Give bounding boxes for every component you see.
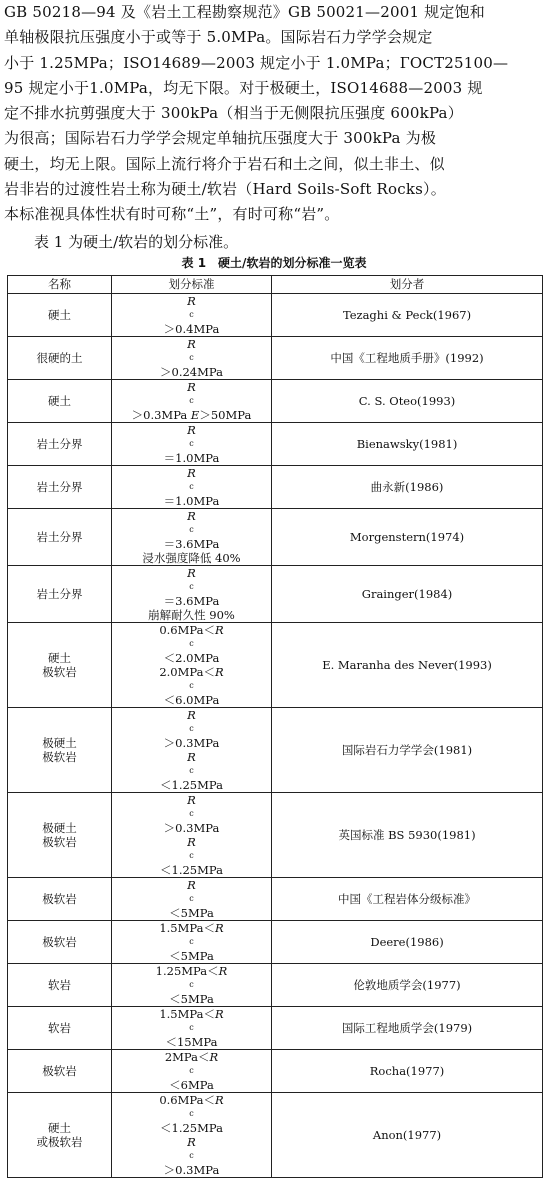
table-row [8, 465, 543, 508]
table-header-row [8, 275, 543, 293]
cell-name [8, 336, 112, 379]
cell-criteria [111, 565, 271, 622]
cell-criteria [111, 963, 271, 1006]
table-row [8, 1049, 543, 1092]
cell-name [8, 920, 112, 963]
cell-name-line: 硬土 [47, 650, 71, 665]
cell-author: 国际工程地质学会(1979) [272, 1006, 543, 1049]
cell-name-line: 软岩 [47, 1020, 71, 1035]
table-row [8, 293, 543, 336]
cell-name-line: 硬土 [47, 393, 71, 408]
table-row [8, 565, 543, 622]
header-criteria: 划分标准 [111, 275, 271, 293]
cell-criteria-line: 2.0MPa＜R c ＜6.0MPa [159, 664, 224, 707]
cell-name-line: 岩土分界 [36, 529, 83, 544]
paragraph-line: 95 规定小于1.0MPa，均无下限。对于极硬土，ISO14688—2003 规 [4, 78, 483, 97]
table-caption: 表 1 硬土/软岩的划分标准一览表 [181, 255, 367, 270]
paragraph-line: 单轴极限抗压强度小于或等于 5.0MPa。国际岩石力学学会规定 [4, 28, 433, 47]
table-row [8, 963, 543, 1006]
cell-name [8, 622, 112, 707]
cell-criteria-line: R c ＝1.0MPa [163, 422, 220, 465]
classification-table [7, 275, 543, 1178]
cell-author: 伦敦地质学会(1977) [272, 963, 543, 1006]
cell-author: Rocha(1977) [272, 1049, 543, 1092]
cell-name [8, 1049, 112, 1092]
cell-author: Anon(1977) [272, 1092, 543, 1177]
cell-criteria-line: R c ＞0.3MPa [163, 707, 220, 750]
cell-author: Deere(1986) [272, 920, 543, 963]
cell-name [8, 1006, 112, 1049]
cell-name-line: 极硬土 [42, 735, 77, 750]
cell-criteria-line: 2MPa＜R c ＜6MPa [164, 1049, 219, 1092]
cell-name-line: 极硬土 [42, 820, 77, 835]
table-row [8, 422, 543, 465]
cell-name [8, 379, 112, 422]
cell-criteria-line: R c ＜5MPa [169, 877, 214, 920]
cell-author: Morgenstern(1974) [272, 508, 543, 565]
cell-author: 中国《工程地质手册》(1992) [272, 336, 543, 379]
cell-name-line: 极软岩 [42, 1063, 77, 1078]
cell-criteria-line: 1.25MPa＜R c ＜5MPa [155, 963, 228, 1006]
cell-name-line: 硬土 [47, 1120, 71, 1135]
cell-criteria-line: 崩解耐久性 90% [148, 607, 235, 622]
cell-author: 国际岩石力学学会(1981) [272, 707, 543, 792]
cell-author: Grainger(1984) [272, 565, 543, 622]
cell-name-line: 岩土分界 [36, 479, 83, 494]
cell-criteria [111, 1049, 271, 1092]
cell-name-line: 很硬的土 [36, 350, 83, 365]
cell-criteria-line: R c ＝3.6MPa [163, 565, 220, 608]
cell-criteria [111, 707, 271, 792]
cell-criteria [111, 336, 271, 379]
body-paragraph [4, 0, 544, 228]
cell-criteria [111, 465, 271, 508]
table-row [8, 877, 543, 920]
cell-author: 英国标准 BS 5930(1981) [272, 792, 543, 877]
cell-criteria [111, 422, 271, 465]
cell-criteria-line: 0.6MPa＜R c ＜2.0MPa [159, 622, 224, 665]
header-author: 划分者 [272, 275, 543, 293]
table-row [8, 508, 543, 565]
cell-criteria [111, 508, 271, 565]
cell-name [8, 877, 112, 920]
table-row [8, 622, 543, 707]
cell-criteria [111, 920, 271, 963]
cell-name [8, 565, 112, 622]
paragraph-line: 定不排水抗剪强度大于 300kPa（相当于无侧限抗压强度 600kPa） [4, 104, 463, 123]
cell-name [8, 1092, 112, 1177]
cell-name-line: 极软岩 [42, 834, 77, 849]
table-row [8, 792, 543, 877]
header-name: 名称 [8, 275, 112, 293]
cell-criteria-line: R c ＞0.3MPa [163, 1134, 220, 1177]
table-body [8, 293, 543, 1177]
cell-author: Bienawsky(1981) [272, 422, 543, 465]
cell-criteria-line: 0.6MPa＜R c ＜1.25MPa [159, 1092, 224, 1135]
cell-name [8, 792, 112, 877]
cell-criteria-line: R c ＞0.24MPa [160, 336, 223, 379]
cell-name-line: 岩土分界 [36, 586, 83, 601]
cell-name [8, 293, 112, 336]
paragraph-line: GB 50218—94 及《岩土工程勘察规范》GB 50021—2001 规定饱和 [4, 3, 485, 21]
table-row [8, 920, 543, 963]
cell-criteria-line: 浸水强度降低 40% [142, 550, 241, 565]
table-row [8, 1092, 543, 1177]
cell-criteria [111, 877, 271, 920]
cell-criteria-line: R c ＜1.25MPa [160, 834, 223, 877]
cell-criteria-line: R c ＝1.0MPa [163, 465, 220, 508]
cell-criteria-line: R c ＜1.25MPa [160, 749, 223, 792]
cell-name [8, 465, 112, 508]
cell-criteria-line: R c ＞0.3MPa [163, 792, 220, 835]
paragraph-line: 硬土，均无上限。国际上流行将介于岩石和土之间，似土非土、似 [4, 154, 445, 173]
cell-author: Tezaghi & Peck(1967) [272, 293, 543, 336]
cell-criteria-line: R c ＞0.4MPa [163, 293, 220, 336]
cell-criteria [111, 622, 271, 707]
cell-name-line: 极软岩 [42, 891, 77, 906]
cell-criteria-line: R c ＞0.3MPa E＞50MPa [131, 379, 252, 422]
table-row [8, 336, 543, 379]
cell-name [8, 963, 112, 1006]
cell-name [8, 707, 112, 792]
cell-name-line: 或极软岩 [36, 1134, 83, 1149]
cell-name-line: 极软岩 [42, 749, 77, 764]
cell-name-line: 岩土分界 [36, 436, 83, 451]
cell-name [8, 508, 112, 565]
cell-criteria-line: 1.5MPa＜R c ＜5MPa [159, 920, 224, 963]
paragraph-line: 为很高；国际岩石力学学会规定单轴抗压强度大于 300kPa 为极 [4, 129, 437, 148]
table-row [8, 707, 543, 792]
table-row [8, 1006, 543, 1049]
cell-author: 中国《工程岩体分级标准》 [272, 877, 543, 920]
cell-criteria [111, 1092, 271, 1177]
paragraph-line: 岩非岩的过渡性岩土称为硬土/软岩（Hard Soils-Soft Rocks）。 [4, 180, 446, 199]
cell-criteria [111, 379, 271, 422]
cell-criteria [111, 1006, 271, 1049]
cell-name-line: 软岩 [47, 977, 71, 992]
cell-author: E. Maranha des Never(1993) [272, 622, 543, 707]
cell-criteria [111, 293, 271, 336]
cell-name [8, 422, 112, 465]
paragraph-line: 本标准视具体性状有时可称“土”，有时可称“岩”。 [4, 205, 340, 224]
cell-name-line: 极软岩 [42, 934, 77, 949]
paragraph-line: 小于 1.25MPa；ISO14689—2003 规定小于 1.0MPa；ГОСТ25100— [4, 53, 509, 72]
cell-name-line: 硬土 [47, 307, 71, 322]
cell-criteria [111, 792, 271, 877]
table-row [8, 379, 543, 422]
cell-author: C. S. Oteo(1993) [272, 379, 543, 422]
table-intro: 表 1 为硬土/软岩的划分标准。 [34, 232, 239, 251]
cell-author: 曲永新(1986) [272, 465, 543, 508]
cell-criteria-line: 1.5MPa＜R c ＜15MPa [159, 1006, 224, 1049]
cell-name-line: 极软岩 [42, 664, 77, 679]
cell-criteria-line: R c ＝3.6MPa [163, 508, 220, 551]
